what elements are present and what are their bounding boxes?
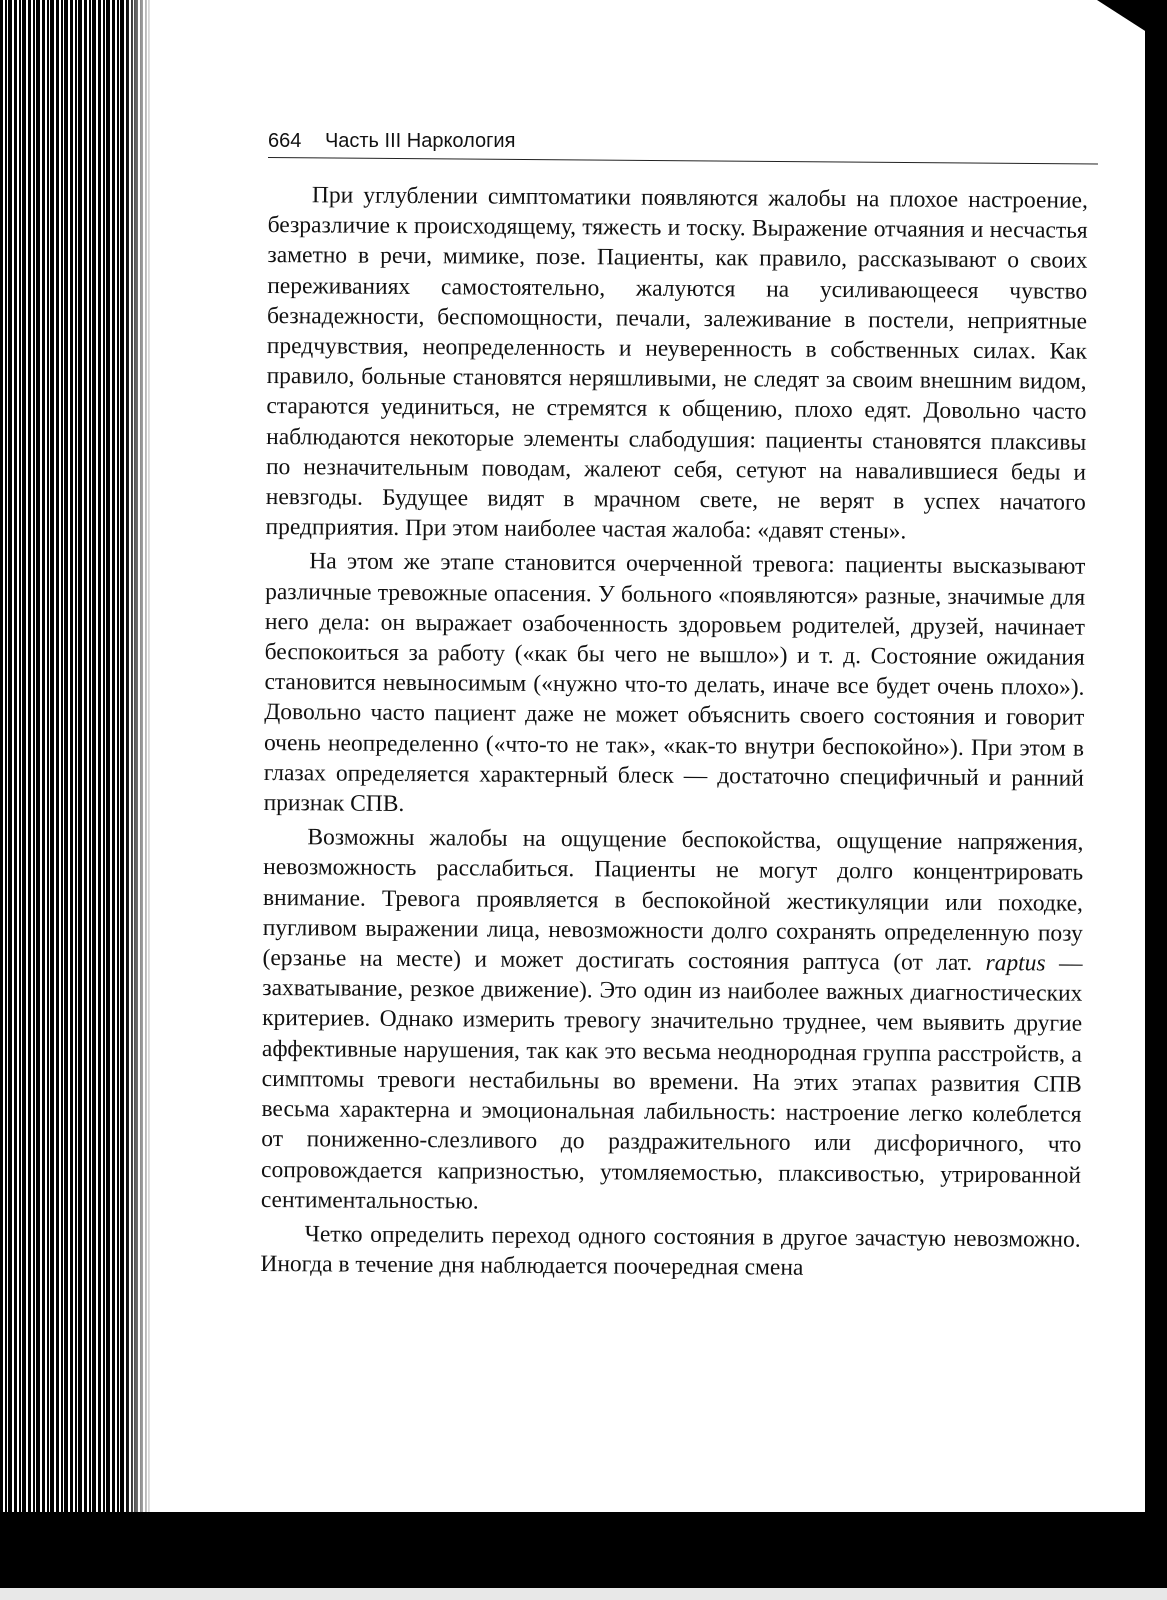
paragraph <box>261 822 1084 1220</box>
running-header <box>268 130 1088 156</box>
paragraph-text: — захватывание, резкое движение). Это один из наиболее важных диагностических критериев. Однако измерить тревогу значительно труднее, чем выявить другие аффективные нарушения, так как это весьма неоднородная группа расстройств, а симптомы тревоги нестабильны во времени. На этих этапах развития СПВ весьма характерна и эмоциональная лабильность: настроение легко колеблется от пониженно-слезливого до раздражительного или дисфоричного, что сопровождается капризностью, утомляемостью, плаксивостью, утрированной сентиментальностью. <box>260 950 1083 1215</box>
page-number: 664 <box>268 130 302 152</box>
paragraph: При углублении симптоматики появляются жалобы на плохое настроение, безразличие к происходящему, тяжесть и тоску. Выражение отчаяния и несчастья заметно в речи, мимике, позе. Пациенты, как правило, рассказывают о своих переживаниях самостоятельно, жалуются на усиливающееся чувство безнадежности, беспомощности, печали, залеживание в постели, неприятные предчувствия, неопределенность и неуверенность в собственных силах. Как правило, больные становятся неряшливыми, не следят за своим внешним видом, стараются уединиться, не стремятся к общению, плохо едят. Довольно часто наблюдаются некоторые элементы слабодушия: пациенты становятся плаксивы по незначительным поводам, жалеют себя, сетуют на навалившиеся беды и невзгоды. Будущее видят в мрачном свете, не верят в успех начатого предприятия. При этом наиболее частая жалоба: «давят стены». <box>265 182 1088 545</box>
scan-corner <box>1097 0 1167 45</box>
header-rule <box>268 157 1098 165</box>
body-text <box>260 180 1088 1289</box>
paragraph: Четко определить переход одного состояния в другое зачастую невозможно. Иногда в течение дня наблюдается поочередная смена <box>260 1221 1081 1281</box>
running-title: Часть III Наркология <box>324 130 516 152</box>
paragraph-text: Возможны жалобы на ощущение беспокойства, ощущение напряжения, невозможность расслабиться. Пациенты не могут долго концентрировать внимание. Тревога проявляется в беспокойной жестикуляции или походке, пугливом выражении лица, невозможности долго сохранять определенную позу (ерзанье на месте) и может достигать состояния раптуса (от лат. <box>262 824 1084 977</box>
latin-term: raptus <box>985 950 1046 977</box>
scan-border-bottom <box>0 1512 1167 1600</box>
paragraph: На этом же этапе становится очерченной тревога: пациенты высказывают различные тревожные опасения. У больного «появляются» разные, значимые для него дела: он выражает озабоченность здоровьем родителей, друзей, начинает беспокоиться за работу («как бы чего не вышло») и т. д. Состояние ожидания становится невыносимым («нужно что-то делать, иначе все будет очень плохо»). Довольно часто пациент даже не может объяснить своего состояния и говорит очень неопределенно («что-то не так», «как-то внутри беспокойно»). При этом в глазах определяется характерный блеск — достаточно специфичный и ранний признак СПВ. <box>263 548 1086 818</box>
scan-border-right <box>1145 0 1167 1560</box>
page-edge-shadow <box>125 0 153 1515</box>
scan-border-bottom-edge <box>0 1588 1167 1600</box>
